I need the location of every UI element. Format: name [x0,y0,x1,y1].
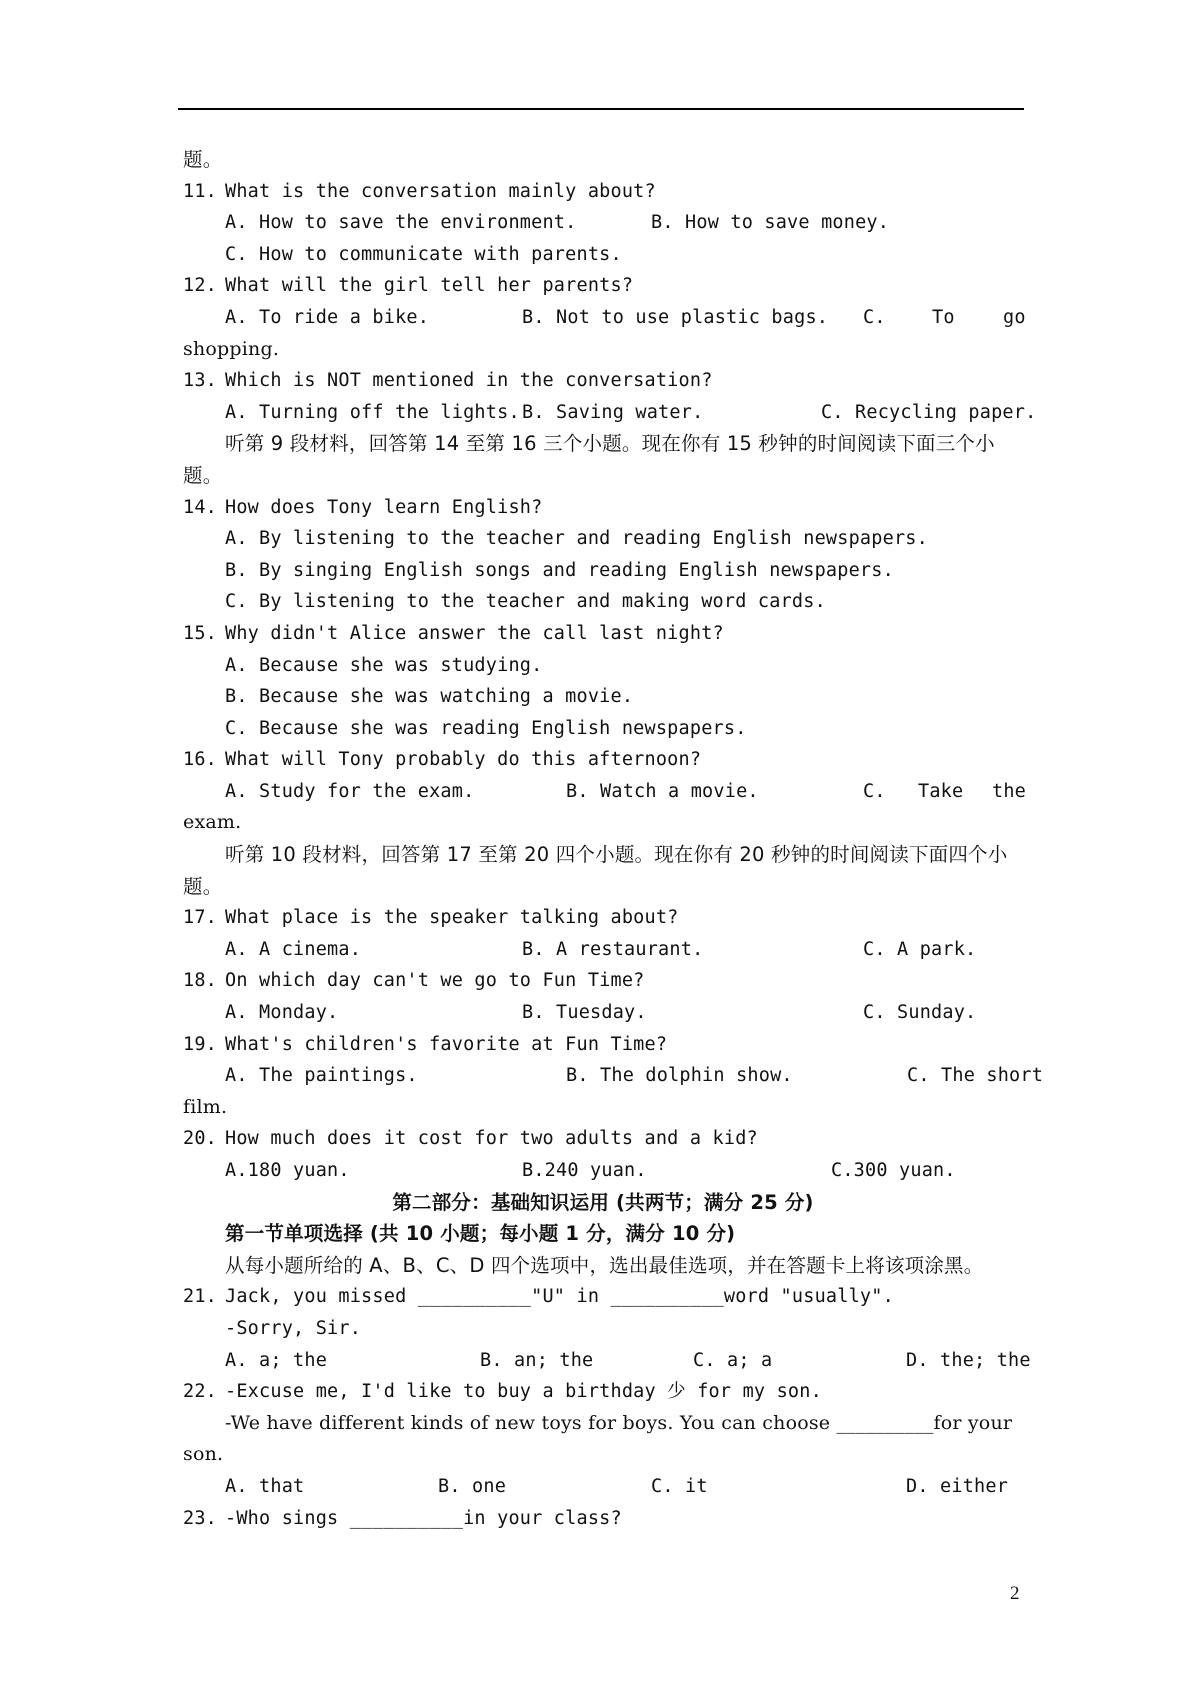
option-a: A. a; the [225,1349,328,1371]
option-c: C. How to communicate with parents. [225,243,622,265]
option-c: C. A park. [863,938,977,960]
question-number: 17. [183,907,218,929]
option-b: B. Saving water. [522,401,704,423]
option-b: B. Not to use plastic bags. [522,306,829,328]
option-row [183,239,1023,271]
option-a: A. To ride a bike. [225,306,430,328]
question-text: Why didn't Alice answer the call last night? [225,622,724,644]
option-row [183,776,1027,808]
option-row [183,1060,1044,1092]
instruction-text: 题。 [183,874,223,898]
option-c-word: the [992,780,1027,802]
option-row [183,207,1023,239]
option-d: D. the; the [906,1349,1031,1371]
question-18 [183,965,1023,997]
question-17 [183,902,1023,934]
question-text: What's children's favorite at Fun Time? [225,1033,668,1055]
option-c: C. Recycling paper. [821,401,1037,423]
option-row [183,997,1023,1029]
option-b: B. How to save money. [651,212,890,234]
question-text: What will Tony probably do this afternoon? [225,749,702,771]
question-16 [183,744,1023,776]
option-c-word: go [1003,306,1026,328]
option-a: A. By listening to the teacher and reading English newspapers. [225,528,928,550]
option-c: C. The short [907,1065,1044,1087]
option-b: B.240 yuan. [522,1160,647,1181]
option-row [183,1471,1023,1503]
option-a: A. A cinema. [225,938,362,960]
option-c: C. Sunday. [863,1002,977,1024]
option-row [183,1155,1023,1187]
question-19 [183,1029,1023,1061]
question-number: 19. [183,1033,218,1055]
instruction-text: 听第 10 段材料，回答第 17 至第 20 四个小题。现在你有 20 秒钟的时间阅读下面四个小 [225,843,1008,867]
question-number: 21. [183,1286,218,1308]
question-number: 20. [183,1128,218,1150]
option-a: A. that [225,1475,305,1497]
question-number: 14. [183,496,218,518]
dialogue-reply: -Sorry, Sir. [225,1317,362,1339]
question-text: On which day can't we go to Fun Time? [225,970,645,992]
wrapped-text: film. [183,1095,228,1118]
question-23 [183,1503,1023,1535]
option-b: B. one [438,1475,507,1497]
question-number: 11. [183,180,218,202]
instruction-text: 题。 [183,463,223,487]
option-b: B. A restaurant. [522,938,704,960]
question-number: 12. [183,275,218,297]
question-text: What is the conversation mainly about? [225,180,656,202]
question-13 [183,365,1023,397]
option-a: A. Study for the exam. [225,780,475,802]
question-text: -Excuse me, I'd like to buy a birthday 少 for my son. [225,1381,822,1403]
question-number: 22. [183,1381,218,1403]
question-number: 18. [183,970,218,992]
option-row [183,934,1023,966]
question-text: What place is the speaker talking about? [225,907,679,929]
option-c: C. Because she was reading English newspapers. [225,717,747,739]
text-line: 题。 [183,148,223,171]
option-a: A. Because she was studying. [225,654,543,676]
question-text: Jack, you missed __________"U" in __________word "usually". [225,1286,894,1308]
instruction-text: 听第 9 段材料，回答第 14 至第 16 三个小题。现在你有 15 秒钟的时间阅读下面三个小 [225,432,995,456]
option-b: B. By singing English songs and reading English newspapers. [225,559,894,581]
option-b: B. The dolphin show. [566,1065,793,1087]
question-number: 15. [183,622,218,644]
question-22 [183,1376,1023,1408]
option-a: A.180 yuan. [225,1160,350,1181]
option-c: C. a; a [693,1349,773,1371]
question-11 [183,176,1023,208]
wrapped-text: son. [183,1443,224,1466]
question-number: 23. [183,1507,218,1529]
option-c: C. it [651,1475,708,1497]
option-a: A. How to save the environment. [225,212,577,234]
option-b: B. Tuesday. [522,1002,647,1024]
option-c-label: C. [863,780,886,802]
question-12 [183,270,1023,302]
question-text: Which is NOT mentioned in the conversation? [225,370,713,392]
option-c-label: C. [863,306,886,328]
option-row [183,302,1026,334]
option-a: A. Turning off the lights. [225,401,520,423]
question-number: 13. [183,370,218,392]
page-content [183,144,1044,1534]
option-a: A. Monday. [225,1002,339,1024]
section-heading: 第一节单项选择 (共 10 小题；每小题 1 分，满分 10 分) [225,1222,736,1246]
page-number: 2 [1010,1583,1020,1604]
option-a: A. The paintings. [225,1065,418,1087]
question-text: How does Tony learn English? [225,496,543,518]
part-heading: 第二部分：基础知识运用 (共两节；满分 25 分) [392,1190,814,1214]
option-c: C. By listening to the teacher and making word cards. [225,591,826,613]
option-b: B. Because she was watching a movie. [225,686,634,708]
option-row [183,1345,1031,1377]
question-text: -Who sings __________in your class? [225,1507,622,1529]
question-text: How much does it cost for two adults and a kid? [225,1128,758,1150]
question-21 [183,1281,1023,1313]
wrapped-text: exam. [183,811,242,834]
instruction-text: 从每小题所给的 A、B、C、D 四个选项中，选出最佳选项，并在答题卡上将该项涂黑。 [225,1253,984,1277]
option-c-word: Take [918,780,964,802]
question-15 [183,618,1023,650]
option-b: B. an; the [480,1349,594,1371]
option-b: B. Watch a movie. [566,780,759,802]
option-row [183,397,1037,429]
dialogue-reply: -We have different kinds of new toys for boys. You can choose __________for your [225,1411,1013,1434]
question-20 [183,1123,1023,1155]
option-d: D. either [906,1475,1009,1497]
question-number: 16. [183,749,218,771]
wrapped-text: shopping. [183,337,280,360]
option-c: C.300 yuan. [831,1160,956,1181]
question-text: What will the girl tell her parents? [225,275,634,297]
question-14 [183,492,1023,524]
option-c-word: To [932,306,955,328]
header-rule [178,108,1024,110]
